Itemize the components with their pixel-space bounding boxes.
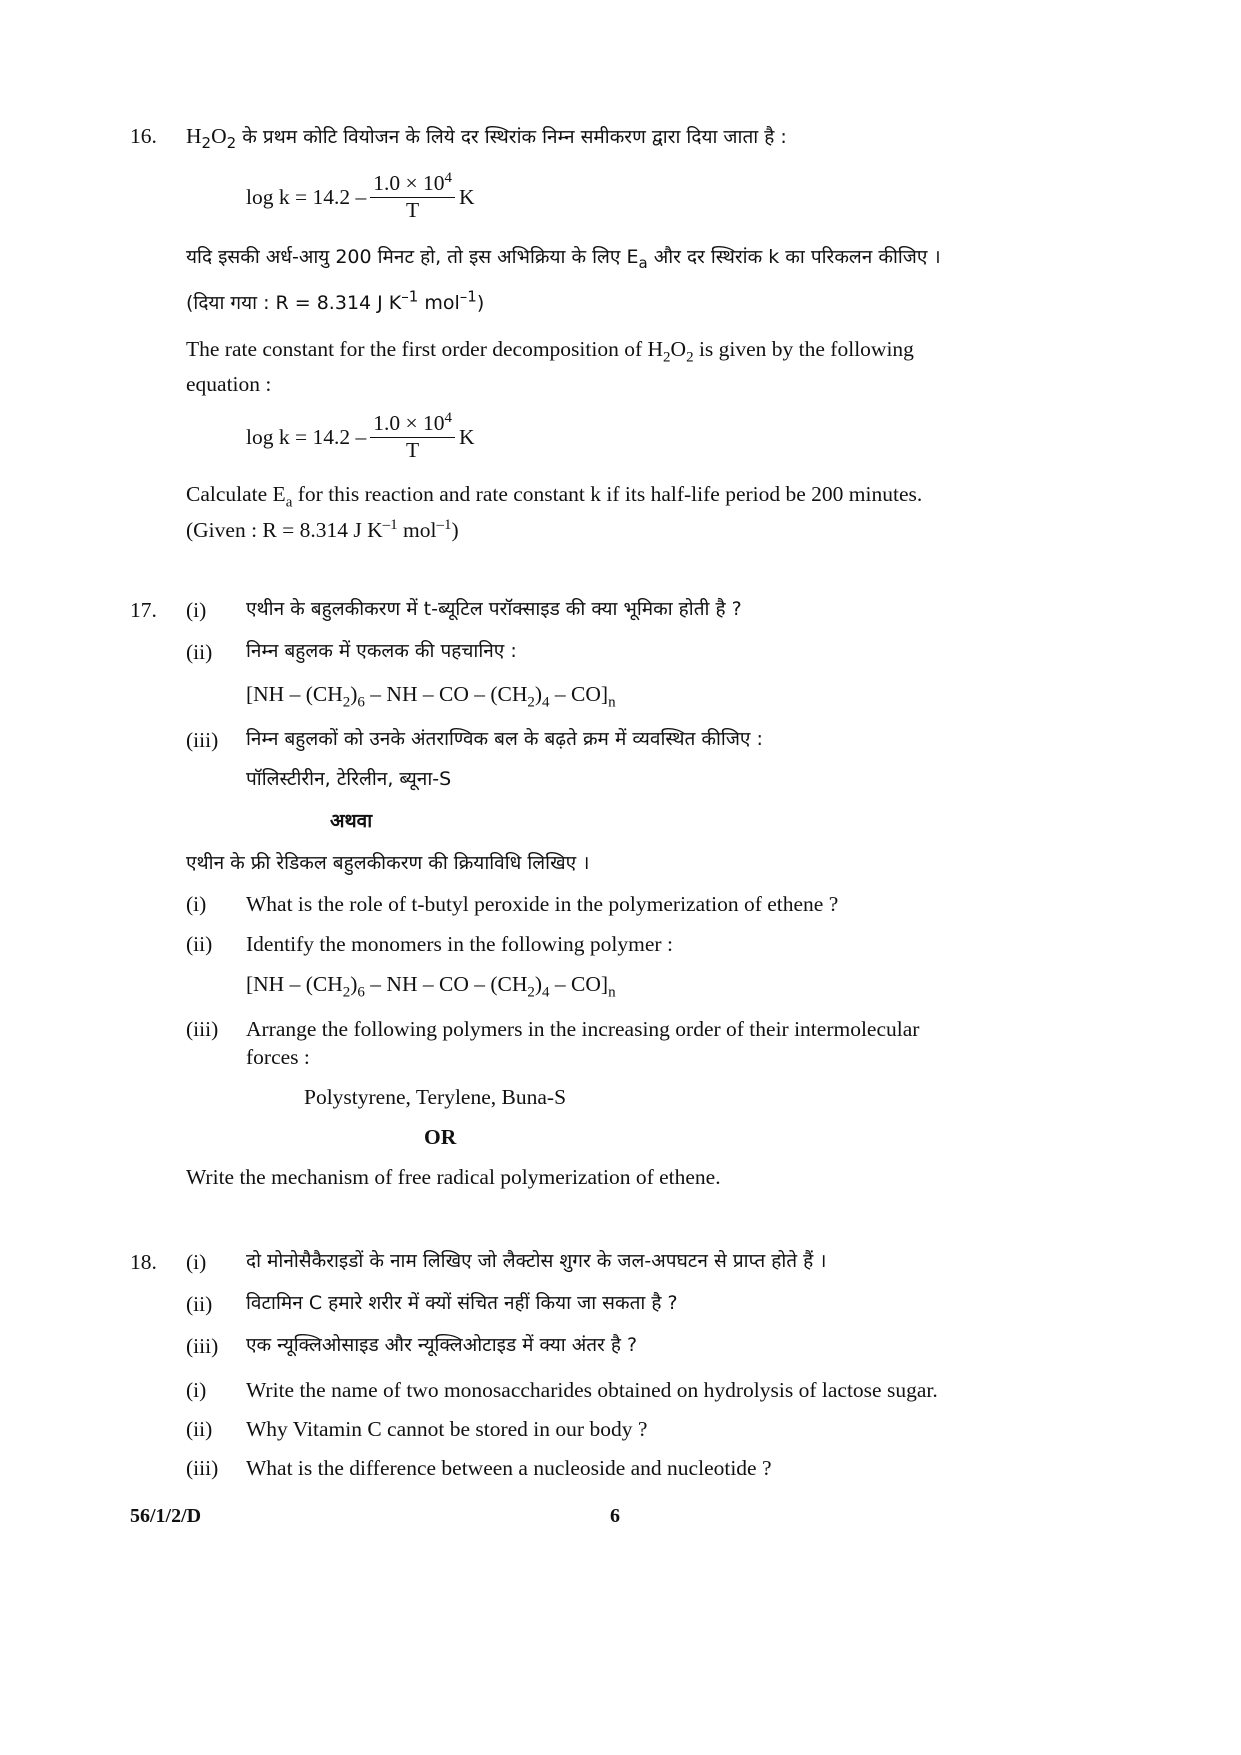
part-label: (ii) <box>186 1292 213 1316</box>
part-label: (i) <box>186 1250 207 1274</box>
q17-hindi-iii: निम्न बहुलकों को उनके अंतराण्विक बल के बढ़ते क्रम में व्यवस्थित कीजिए : <box>246 728 763 750</box>
q16-equation-english: log k = 14.2 – $\frac{1.0 \times 10^4}{T}$ K <box>246 409 475 462</box>
q18-hindi-i: दो मोनोसैकैराइडों के नाम लिखिए जो लैक्टोस शुगर के जल-अपघटन से प्राप्त होते हैं । <box>246 1250 827 1272</box>
fraction: $\frac{1.0 \times 10^4}{T}$ <box>370 172 455 222</box>
q16-english-intro-line2: equation : <box>186 372 272 396</box>
q17-polymer-formula-english: [$NH - (CH_2)_6$ – NH – CO – $(CH_2)_4 - CO]_n$ <box>246 972 616 1001</box>
q18-english-ii: Why Vitamin C cannot be stored in our body ? <box>246 1417 648 1441</box>
question-number: 16. <box>130 124 157 148</box>
q17-english-or: OR <box>424 1125 457 1149</box>
q17-english-iii-line2: forces : <box>246 1045 310 1069</box>
q18-english-iii: What is the difference between a nucleoside and nucleotide ? <box>246 1456 772 1480</box>
q17-polymer-formula-hindi: [$NH - (CH_2)_6$ – NH – CO – $(CH_2)_4 - CO]_n$ <box>246 682 616 711</box>
part-label: (ii) <box>186 1417 213 1441</box>
part-label: (iii) <box>186 1334 219 1358</box>
q16-hindi-given: (दिया गया : R = 8.314 J $K^{-1}$ mol$^{-1}$) <box>186 287 485 314</box>
paper-code: 56/1/2/D <box>130 1505 202 1527</box>
q18-hindi-ii: विटामिन C हमारे शरीर में क्यों संचित नहीं किया जा सकता है ? <box>246 1292 678 1314</box>
q16-hindi-intro: $H_2O_2$ के प्रथम कोटि वियोजन के लिये दर स्थिरांक निम्न समीकरण द्वारा दिया जाता है : <box>186 124 787 152</box>
fraction: $\frac{1.0 \times 10^4}{T}$ <box>370 412 455 462</box>
q16-english-given: (Given : R = 8.314 J $K^{-1}$ mol$^{-1}$) <box>186 516 459 542</box>
question-number: 17. <box>130 598 157 622</box>
part-label: (iii) <box>186 1017 219 1041</box>
part-label: (i) <box>186 1378 207 1402</box>
q17-hindi-or: अथवा <box>330 810 373 832</box>
part-label: (ii) <box>186 932 213 956</box>
page-number: 6 <box>610 1505 620 1527</box>
q18-english-i: Write the name of two monosaccharides obtained on hydrolysis of lactose sugar. <box>246 1378 938 1402</box>
q17-hindi-i: एथीन के बहुलकीकरण में t-ब्यूटिल परॉक्साइड की क्या भूमिका होती है ? <box>246 598 742 620</box>
q17-english-ii: Identify the monomers in the following polymer : <box>246 932 673 956</box>
q16-equation-hindi: log k = 14.2 – $\frac{1.0 \times 10^4}{T}$ K <box>246 169 475 222</box>
question-number: 18. <box>130 1250 157 1274</box>
q16-hindi-question: यदि इसकी अर्ध-आयु 200 मिनट हो, तो इस अभिक्रिया के लिए $E_a$ और दर स्थिरांक k का परिकलन कीजिए । <box>186 246 941 272</box>
part-label: (ii) <box>186 640 213 664</box>
part-label: (iii) <box>186 728 219 752</box>
q16-english-intro: The rate constant for the first order decomposition of $H_2O_2$ is given by the following <box>186 337 914 366</box>
q17-hindi-iii-list: पॉलिस्टीरीन, टेरिलीन, ब्यूना-S <box>246 768 452 790</box>
q17-hindi-or-question: एथीन के फ्री रेडिकल बहुलकीकरण की क्रियाविधि लिखिए । <box>186 852 590 874</box>
q17-english-or-question: Write the mechanism of free radical polymerization of ethene. <box>186 1165 721 1189</box>
q16-english-calculate: Calculate $E_a$ for this reaction and rate constant k if its half-life period be 200 minutes. <box>186 482 923 511</box>
q18-hindi-iii: एक न्यूक्लिओसाइड और न्यूक्लिओटाइड में क्या अंतर है ? <box>246 1334 638 1356</box>
q17-english-iii: Arrange the following polymers in the increasing order of their intermolecular <box>246 1017 920 1041</box>
part-label: (iii) <box>186 1456 219 1480</box>
q17-english-iii-list: Polystyrene, Terylene, Buna-S <box>304 1085 567 1109</box>
q17-hindi-ii: निम्न बहुलक में एकलक की पहचानिए : <box>246 640 517 662</box>
q17-english-i: What is the role of t-butyl peroxide in the polymerization of ethene ? <box>246 892 839 916</box>
part-label: (i) <box>186 598 207 622</box>
part-label: (i) <box>186 892 207 916</box>
